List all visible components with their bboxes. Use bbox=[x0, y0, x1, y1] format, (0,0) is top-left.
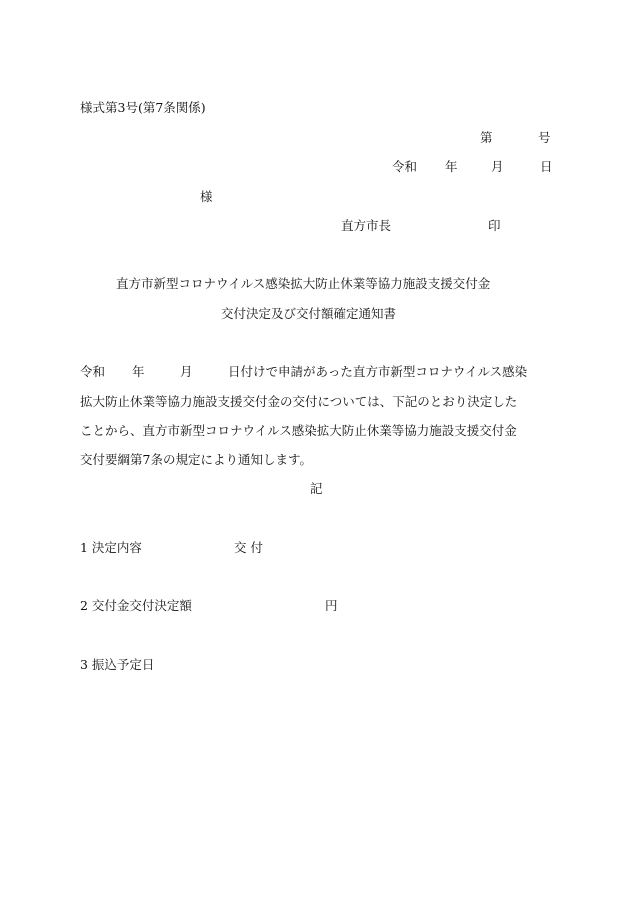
body-line-1-text: 日付けで申請があった直方市新型コロナウイルス感染 bbox=[228, 364, 528, 379]
document-title-line1: 直方市新型コロナウイルス感染拡大防止休業等協力施設支援交付金 bbox=[116, 276, 491, 291]
ki-heading: 記 bbox=[310, 481, 323, 496]
issuer-seal: 印 bbox=[488, 218, 501, 233]
body-line-3: ことから、直方市新型コロナウイルス感染拡大防止休業等協力施設支援交付金 bbox=[80, 423, 517, 438]
recipient-honorific: 様 bbox=[200, 189, 213, 204]
body-line-2: 拡大防止休業等協力施設支援交付金の交付については、下記のとおり決定した bbox=[80, 394, 518, 409]
issuer-name: 直方市長 bbox=[341, 218, 392, 233]
date-day: 日 bbox=[540, 159, 553, 174]
item-2-value: 円 bbox=[325, 598, 338, 613]
item-1-value: 交 付 bbox=[234, 540, 263, 555]
date-month: 月 bbox=[491, 159, 504, 174]
item-3-label: 3 振込予定日 bbox=[80, 657, 155, 672]
item-2-label: 2 交付金交付決定額 bbox=[80, 598, 192, 613]
item-1-label: 1 決定内容 bbox=[80, 540, 142, 555]
body-date-year: 年 bbox=[132, 364, 145, 379]
date-year: 年 bbox=[445, 159, 458, 174]
form-label: 様式第3号(第7条関係) bbox=[80, 100, 206, 115]
doc-number-suffix: 号 bbox=[538, 130, 551, 145]
body-date-month: 月 bbox=[180, 364, 193, 379]
body-line-4: 交付要綱第7条の規定により通知します。 bbox=[80, 452, 312, 467]
body-date-era: 令和 bbox=[80, 364, 106, 379]
date-era: 令和 bbox=[392, 159, 418, 174]
document-title-line2: 交付決定及び交付額確定通知書 bbox=[221, 306, 397, 321]
doc-number-prefix: 第 bbox=[480, 130, 493, 145]
